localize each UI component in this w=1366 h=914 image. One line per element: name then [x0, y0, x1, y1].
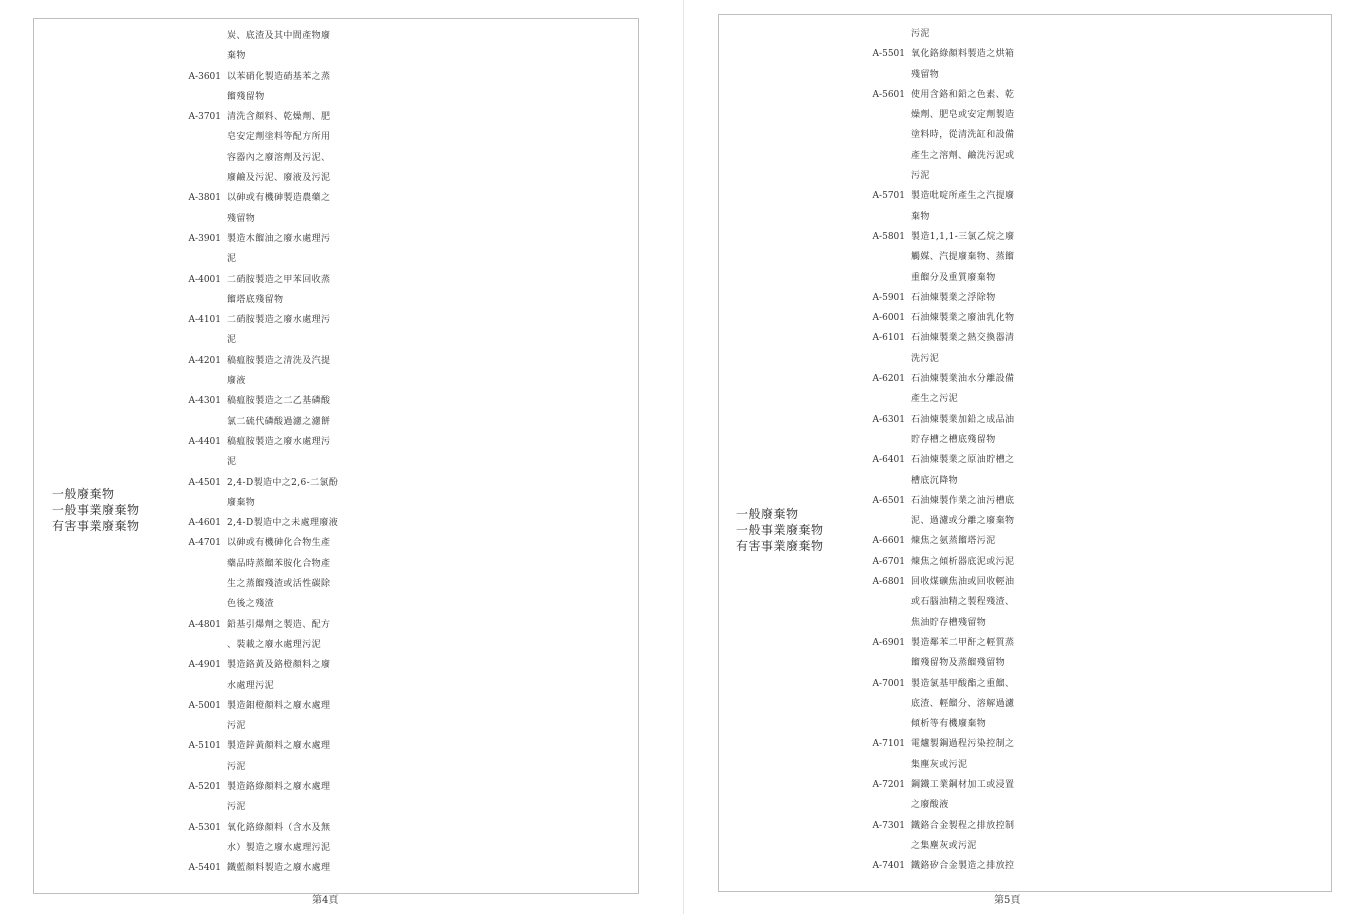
waste-description — [911, 410, 1041, 451]
table-row — [178, 391, 357, 432]
waste-code: A-4201 — [188, 355, 221, 366]
description-line: 製造鋅黃顏料之廢水處理 — [227, 741, 331, 752]
table-row — [178, 736, 357, 777]
waste-code: A-6001 — [872, 313, 905, 324]
waste-description — [227, 736, 357, 777]
description-line: 製造鉬橙顏料之廢水處理 — [227, 700, 331, 711]
description-line: 貯存槽之槽底殘留物 — [911, 434, 996, 445]
table-row — [178, 310, 357, 351]
description-line: 產生之溶劑、鹼洗污泥或 — [911, 150, 1015, 161]
waste-code: A-5501 — [872, 49, 905, 60]
waste-code: A-4301 — [188, 396, 221, 407]
waste-code: A-5101 — [188, 741, 221, 752]
waste-description — [227, 432, 357, 473]
table-row — [862, 816, 1041, 857]
waste-description — [227, 188, 357, 229]
description-line: 餾塔底殘留物 — [227, 294, 284, 305]
description-line: 產生之污泥 — [911, 394, 959, 405]
description-line: 電爐製鋼過程污染控制之 — [911, 739, 1015, 750]
table-row — [862, 186, 1041, 227]
table-row — [178, 270, 357, 311]
description-line: 水）製造之廢水處理污泥 — [227, 842, 331, 853]
category-line: 有害事業廢棄物 — [736, 539, 824, 553]
page-number: 第5頁 — [994, 895, 1021, 906]
description-line: 廢棄物 — [227, 497, 256, 508]
description-line: 以砷或有機砷化合物生產 — [227, 538, 331, 549]
description-line: 石油煉製業之廢油乳化物 — [911, 313, 1015, 324]
table-row — [862, 308, 1041, 328]
description-line: 二硝胺製造之甲苯回收蒸 — [227, 274, 331, 285]
waste-code: A-5301 — [188, 822, 221, 833]
waste-code: A-6801 — [872, 577, 905, 588]
waste-code: A-6201 — [872, 374, 905, 385]
waste-description — [911, 816, 1041, 857]
waste-description — [911, 288, 1041, 308]
waste-description — [911, 24, 1041, 44]
description-line: 燥劑、肥皂或安定劑製造 — [911, 110, 1015, 121]
description-line: 石油煉製業之熱交換器清 — [911, 333, 1015, 344]
waste-code: A-5601 — [872, 89, 905, 100]
waste-code: A-4901 — [188, 660, 221, 671]
description-line: 皂安定劑塗料等配方所用 — [227, 132, 331, 143]
description-line: 氯二硫代磷酸過濾之濾餅 — [227, 416, 331, 427]
waste-code: A-4501 — [188, 477, 221, 488]
table-row — [178, 777, 357, 818]
description-line: 石油煉製業加鉛之成品油 — [911, 414, 1015, 425]
description-line: 石油煉製作業之油污槽底 — [911, 495, 1015, 506]
description-line: 製造氯基甲酸酯之重餾、 — [911, 678, 1015, 689]
description-line: 殘留物 — [227, 213, 256, 224]
waste-description — [911, 186, 1041, 227]
description-line: 泥 — [227, 254, 237, 265]
description-line: 鐵鉻合金製程之排放控制 — [911, 820, 1015, 831]
description-line: 2,4-D製造中之未處理廢液 — [227, 518, 339, 529]
description-line: 製造鉻黃及鉻橙顏料之廢 — [227, 660, 331, 671]
waste-code: A-7401 — [872, 861, 905, 872]
description-line: 鐵藍顏料製造之廢水處理 — [227, 863, 331, 874]
waste-description — [227, 533, 357, 614]
description-line: 氧化鉻綠顏料（含水及無 — [227, 822, 331, 833]
waste-code — [862, 24, 911, 44]
description-line: 回收煤礦焦油或回收輕油 — [911, 577, 1015, 588]
table-row — [178, 513, 357, 533]
description-line: 集塵灰或污泥 — [911, 759, 968, 770]
waste-description — [911, 531, 1041, 551]
waste-description — [227, 473, 357, 514]
table-row — [862, 572, 1041, 633]
description-line: 製造鉻綠顏料之廢水處理 — [227, 781, 331, 792]
waste-description — [227, 26, 357, 67]
description-line: 石油煉製業之浮除物 — [911, 292, 996, 303]
description-line: 棄物 — [911, 211, 930, 222]
waste-code: A-5401 — [188, 863, 221, 874]
waste-description — [911, 775, 1041, 816]
waste-code: A-3901 — [188, 233, 221, 244]
description-line: 重餾分及重質廢棄物 — [911, 272, 996, 283]
waste-code: A-4101 — [188, 315, 221, 326]
description-line: 污泥 — [227, 721, 246, 732]
table-row — [862, 734, 1041, 775]
table-row — [178, 26, 357, 67]
description-line: 污泥 — [227, 761, 246, 772]
description-line: 製造吡啶所產生之汽提廢 — [911, 191, 1015, 202]
waste-description — [911, 85, 1041, 186]
waste-code: A-6301 — [872, 414, 905, 425]
table-row — [862, 491, 1041, 532]
waste-description — [911, 856, 1041, 876]
waste-code: A-4401 — [188, 436, 221, 447]
description-line: 2,4-D製造中之2,6-二氯酚 — [227, 477, 339, 488]
description-line: 稿瘟胺製造之二乙基磷酸 — [227, 396, 331, 407]
description-line: 泥、過濾或分離之廢棄物 — [911, 516, 1015, 527]
category-line: 一般廢棄物 — [52, 487, 115, 501]
waste-description — [227, 818, 357, 859]
table-row — [862, 410, 1041, 451]
waste-code: A-7201 — [872, 779, 905, 790]
waste-description — [911, 491, 1041, 532]
waste-code: A-6501 — [872, 495, 905, 506]
description-line: 炭、底渣及其中間產物廢 — [227, 31, 331, 41]
waste-code — [178, 26, 227, 67]
waste-code: A-6601 — [872, 536, 905, 547]
table-row — [178, 67, 357, 108]
table-row — [178, 655, 357, 696]
table-row — [178, 858, 357, 878]
category-line: 一般廢棄物 — [736, 507, 799, 521]
description-line: 以苯硝化製造硝基苯之蒸 — [227, 71, 331, 82]
description-line: 煉焦之氨蒸餾塔污泥 — [911, 536, 996, 547]
waste-description — [911, 450, 1041, 491]
description-line: 泥 — [227, 335, 237, 346]
waste-description — [911, 369, 1041, 410]
waste-description — [911, 44, 1041, 85]
waste-code: A-4001 — [188, 274, 221, 285]
waste-code: A-3701 — [188, 112, 221, 123]
table-row — [862, 369, 1041, 410]
waste-category-label — [52, 486, 140, 534]
description-line: 或石腦油精之製程殘渣、 — [911, 597, 1015, 608]
document-page-right — [684, 0, 1366, 914]
description-line: 洗污泥 — [911, 353, 940, 364]
table-row — [862, 450, 1041, 491]
description-line: 色後之殘渣 — [227, 599, 275, 610]
waste-code: A-3601 — [188, 71, 221, 82]
description-line: 清洗含顏料、乾燥劑、肥 — [227, 112, 331, 123]
description-line: 鐵鉻矽合金製造之排放控 — [911, 861, 1015, 872]
description-line: 之集塵灰或污泥 — [911, 840, 977, 851]
waste-code: A-6901 — [872, 637, 905, 648]
waste-description — [227, 351, 357, 392]
description-line: 廢液 — [227, 376, 246, 387]
waste-description — [227, 777, 357, 818]
table-row — [862, 674, 1041, 735]
waste-code: A-5701 — [872, 191, 905, 202]
waste-description — [911, 633, 1041, 674]
description-line: 容器內之廢溶劑及污泥、 — [227, 152, 331, 163]
waste-code: A-4601 — [188, 518, 221, 529]
table-row — [862, 328, 1041, 369]
waste-code: A-7001 — [872, 678, 905, 689]
table-row — [862, 227, 1041, 288]
waste-code: A-7101 — [872, 739, 905, 750]
category-line: 一般事業廢棄物 — [736, 523, 824, 537]
description-line: 廢鹼及污泥、廢液及污泥 — [227, 173, 331, 184]
description-line: 之廢酸液 — [911, 800, 949, 811]
description-line: 槽底沉降物 — [911, 475, 959, 486]
waste-description — [227, 67, 357, 108]
description-line: 使用含鉻和鉛之色素、乾 — [911, 89, 1015, 100]
table-row — [178, 533, 357, 614]
table-row — [178, 107, 357, 188]
description-line: 稿瘟胺製造之清洗及汽提 — [227, 355, 331, 366]
table-row — [862, 856, 1041, 876]
waste-description — [227, 615, 357, 656]
waste-code: A-5001 — [188, 700, 221, 711]
waste-code: A-5801 — [872, 231, 905, 242]
description-line: 二硝胺製造之廢水處理污 — [227, 315, 331, 326]
page-number: 第4頁 — [312, 895, 339, 906]
waste-code: A-6101 — [872, 333, 905, 344]
table-row — [862, 44, 1041, 85]
waste-code: A-6401 — [872, 455, 905, 466]
description-line: 傾析等有機廢棄物 — [911, 719, 987, 730]
table-row — [862, 633, 1041, 674]
table-row — [178, 188, 357, 229]
description-line: 污泥 — [911, 29, 930, 39]
description-line: 藥品時蒸餾苯胺化合物產 — [227, 558, 331, 569]
table-row — [862, 288, 1041, 308]
description-line: 製造木餾油之廢水處理污 — [227, 233, 331, 244]
description-line: 殘留物 — [911, 69, 940, 80]
waste-description — [227, 858, 357, 878]
description-line: 煉焦之傾析器底泥或污泥 — [911, 556, 1015, 567]
waste-code: A-7301 — [872, 820, 905, 831]
table-row — [862, 775, 1041, 816]
category-line: 一般事業廢棄物 — [52, 503, 140, 517]
table-row — [178, 696, 357, 737]
waste-description — [911, 734, 1041, 775]
description-line: 鉛基引爆劑之製造、配方 — [227, 619, 331, 630]
waste-description — [227, 655, 357, 696]
description-line: 泥 — [227, 457, 237, 468]
waste-description — [227, 310, 357, 351]
description-line: 、裝載之廢水處理污泥 — [227, 639, 322, 650]
waste-code: A-6701 — [872, 556, 905, 567]
description-line: 污泥 — [911, 171, 930, 182]
table-row — [178, 351, 357, 392]
waste-category-label — [736, 506, 824, 554]
waste-code: A-3801 — [188, 193, 221, 204]
waste-code: A-5901 — [872, 292, 905, 303]
waste-code: A-5201 — [188, 781, 221, 792]
description-line: 以砷或有機砷製造農藥之 — [227, 193, 331, 204]
waste-description — [227, 513, 357, 533]
table-row — [178, 432, 357, 473]
waste-description — [911, 227, 1041, 288]
description-line: 水處理污泥 — [227, 680, 275, 691]
description-line: 石油煉製業油水分離設備 — [911, 374, 1015, 385]
description-line: 製造1,1,1-三氯乙烷之廢 — [911, 231, 1015, 242]
waste-code-list — [178, 26, 357, 878]
table-row — [178, 818, 357, 859]
waste-description — [911, 572, 1041, 633]
description-line: 餾殘留物 — [227, 91, 265, 102]
table-row — [178, 615, 357, 656]
waste-description — [227, 696, 357, 737]
description-line: 底渣、輕餾分、溶解過濾 — [911, 698, 1015, 709]
category-line: 有害事業廢棄物 — [52, 519, 140, 533]
table-row — [862, 24, 1041, 44]
waste-description — [227, 229, 357, 270]
description-line: 焦油貯存槽殘留物 — [911, 617, 987, 628]
description-line: 生之蒸餾殘渣或活性碳除 — [227, 579, 331, 590]
waste-description — [227, 391, 357, 432]
table-row — [862, 552, 1041, 572]
waste-description — [227, 270, 357, 311]
description-line: 稿瘟胺製造之廢水處理污 — [227, 436, 331, 447]
description-line: 氧化鉻綠顏料製造之烘箱 — [911, 49, 1015, 60]
waste-code: A-4801 — [188, 619, 221, 630]
waste-description — [911, 552, 1041, 572]
description-line: 石油煉製業之原油貯槽之 — [911, 455, 1015, 466]
waste-code-list — [862, 24, 1041, 876]
waste-description — [911, 328, 1041, 369]
description-line: 鋼鐵工業鋼材加工或浸置 — [911, 779, 1015, 790]
waste-description — [911, 308, 1041, 328]
description-line: 棄物 — [227, 51, 246, 62]
waste-code: A-4701 — [188, 538, 221, 549]
table-row — [178, 229, 357, 270]
table-row — [178, 473, 357, 514]
table-row — [862, 531, 1041, 551]
waste-description — [911, 674, 1041, 735]
description-line: 塗料時，從清洗缸和設備 — [911, 130, 1015, 141]
waste-description — [227, 107, 357, 188]
table-row — [862, 85, 1041, 186]
description-line: 污泥 — [227, 802, 246, 813]
description-line: 製造鄰苯二甲酐之輕質蒸 — [911, 637, 1015, 648]
description-line: 餾殘留物及蒸餾殘留物 — [911, 658, 1006, 669]
description-line: 觸媒、汽提廢棄物、蒸餾 — [911, 252, 1015, 263]
